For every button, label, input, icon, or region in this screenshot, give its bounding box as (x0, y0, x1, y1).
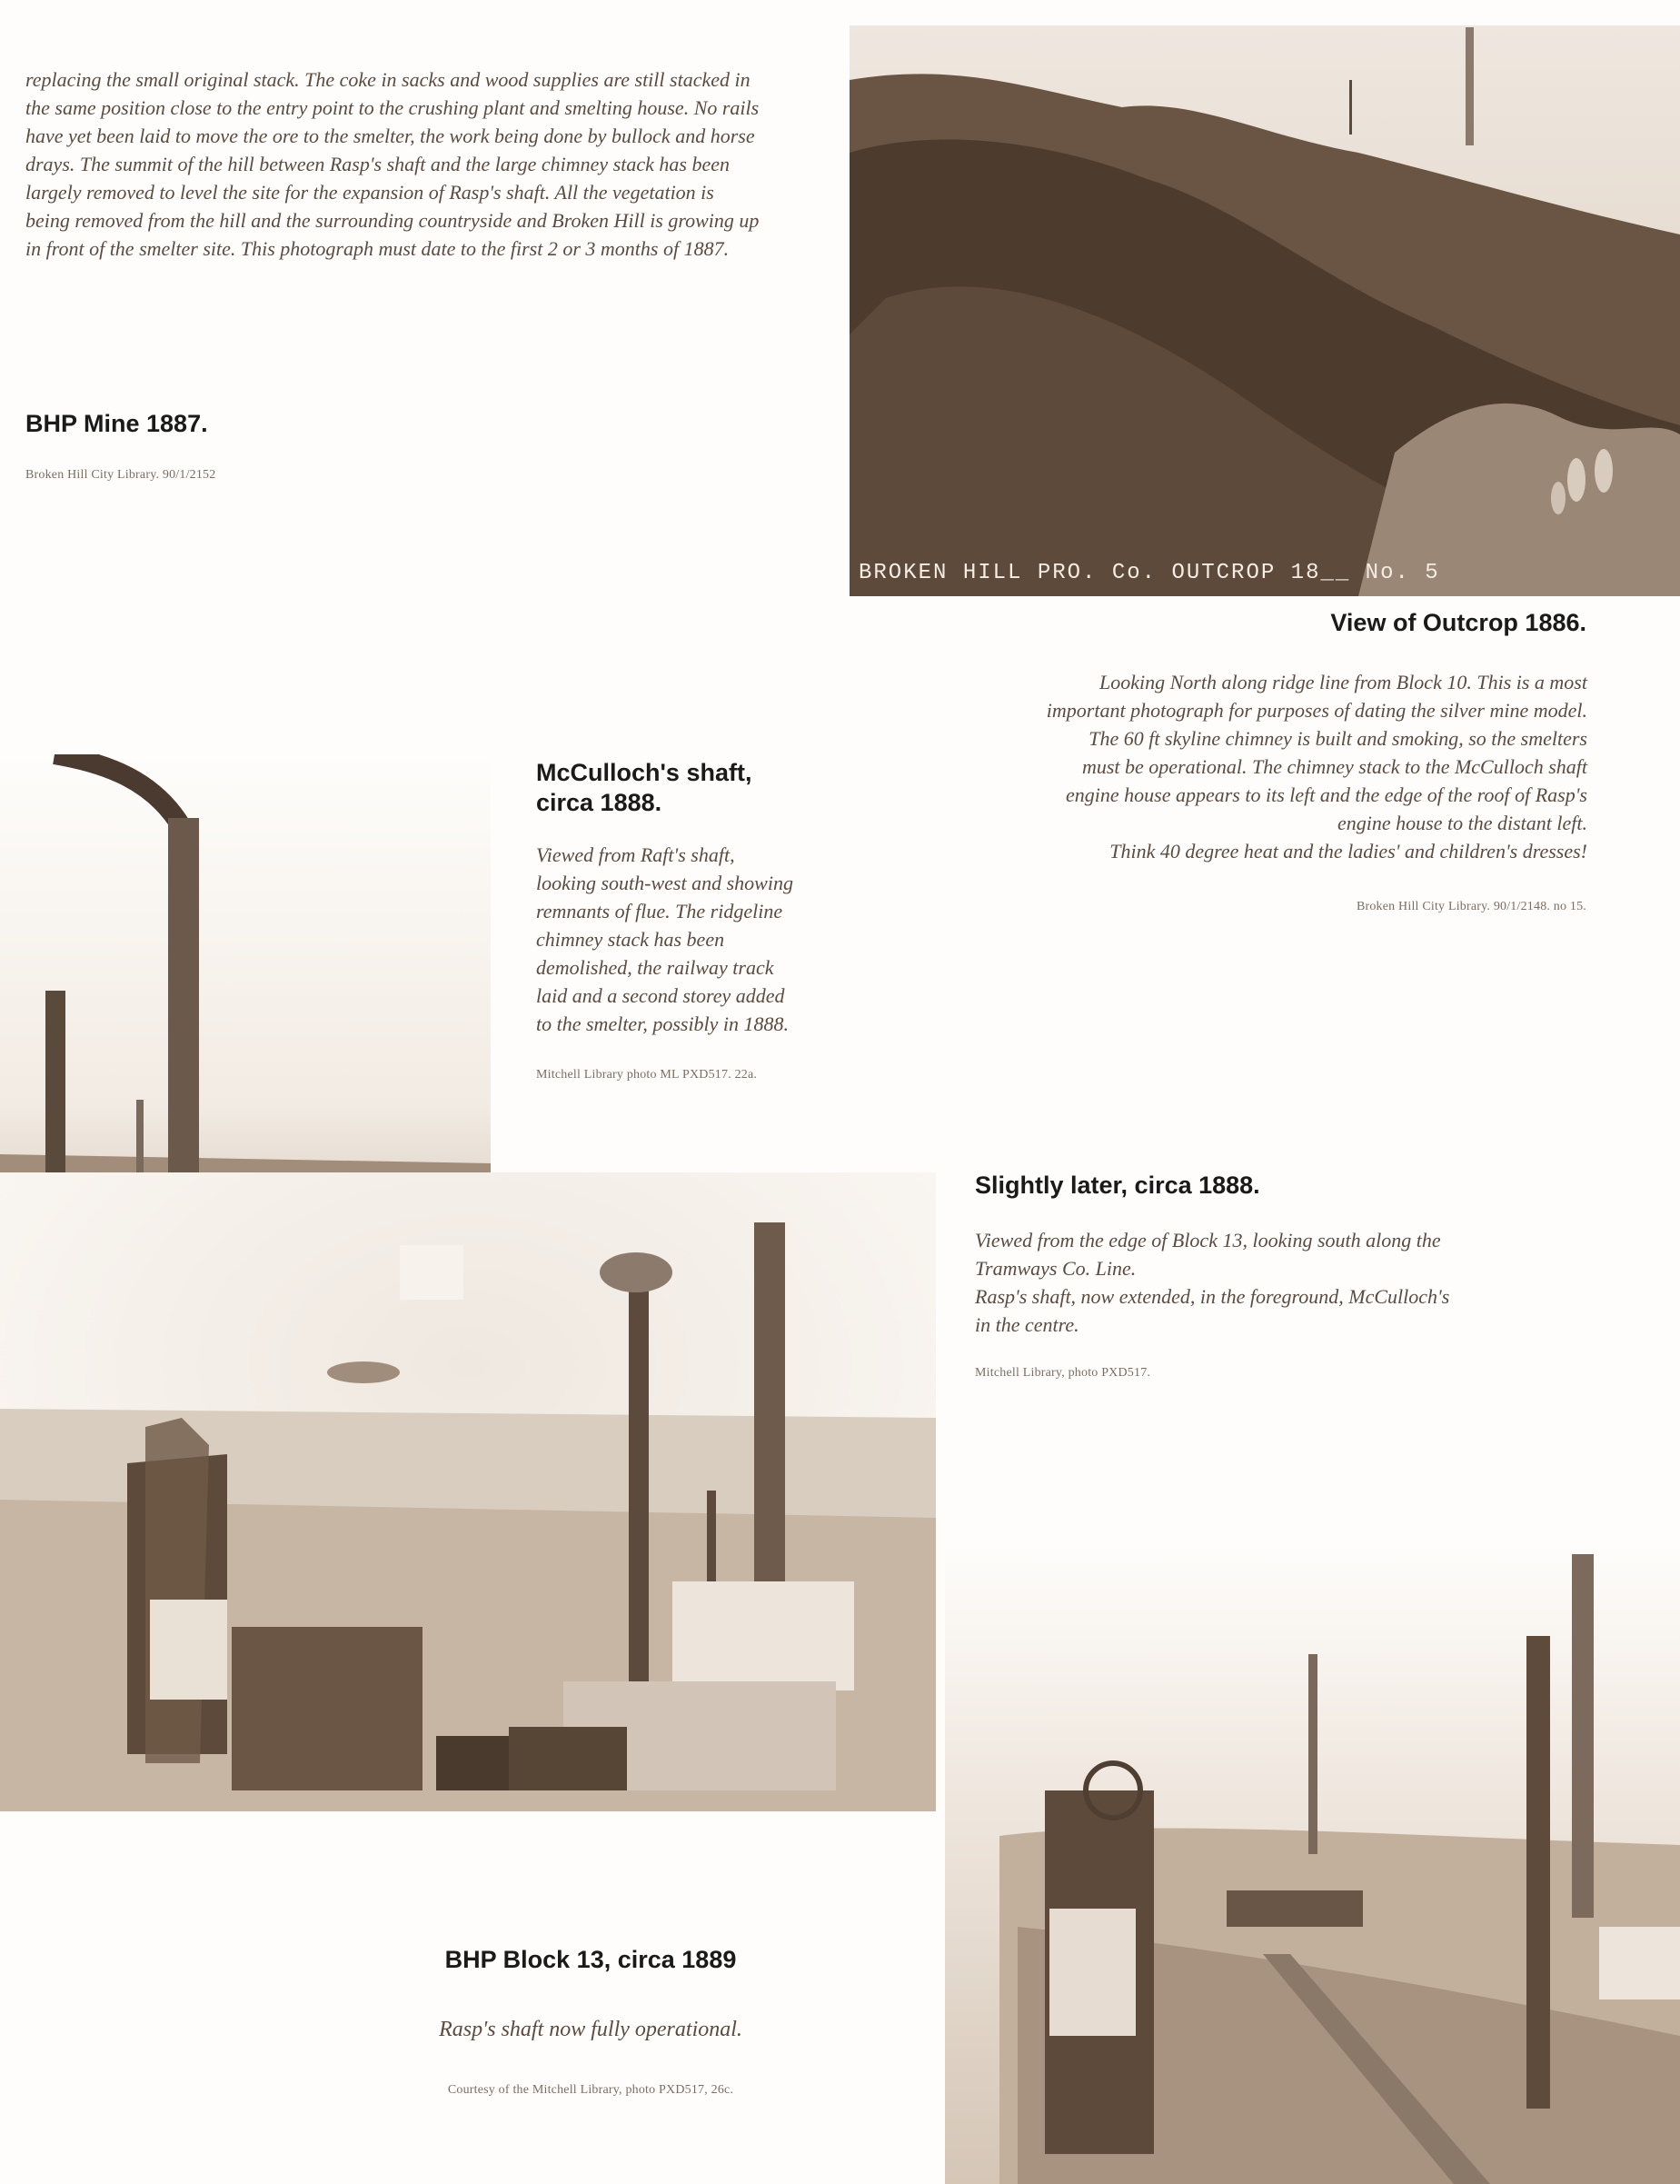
outcrop-line: The 60 ft skyline chimney is built and smoking, so the smelters (1089, 727, 1587, 750)
intro-paragraph: replacing the small original stack. The coke in sacks and wood supplies are still stacked in the same position close to the entry point to the crushing plant and smelting house. No rails have yet been laid to move the ore to the smelter, the work being done by bullock and horse drays. The summit of the hill between Rasp's shaft and the large chimney stack has been largely removed to level the site for the expansion of Rasp's shaft. All the vegetation is being removed from the hill and the surrounding countryside and Broken Hill is growing up in front of the smelter site. This photograph must date to the first 2 or 3 months of 1887. (25, 68, 760, 260)
block13-photo (945, 1545, 1680, 2184)
mcculloch-line: looking south-west and showing (536, 872, 793, 894)
bhp-mine-title: BHP Mine 1887. (25, 410, 208, 437)
mcculloch-title-line2: circa 1888. (536, 789, 662, 816)
slightly-later-description (975, 1226, 1611, 1339)
mcculloch-line: laid and a second storey added (536, 984, 785, 1007)
mcculloch-line: to the smelter, possibly in 1888. (536, 1012, 790, 1035)
block13-credit: Courtesy of the Mitchell Library, photo PXD517, 26c. (447, 2083, 734, 2097)
mcculloch-line: Viewed from Raft's shaft, (536, 843, 735, 866)
mcculloch-line: remnants of flue. The ridgeline (536, 900, 783, 922)
slightly-later-line: Rasp's shaft, now extended, in the foreground, McCulloch's (975, 1285, 1450, 1308)
mcculloch-description (536, 841, 881, 1038)
slightly-later-line: Viewed from the edge of Block 13, looking south along the (975, 1229, 1441, 1252)
outcrop-photo-label: BROKEN HILL PRO. Co. OUTCROP 18__ No. 5 (859, 561, 1440, 585)
center-photo (0, 1172, 936, 1811)
block13-caption: Rasp's shaft now fully operational. (439, 2018, 742, 2041)
outcrop-line: Looking North along ridge line from Block 10. This is a most (1099, 671, 1587, 693)
outcrop-line: Think 40 degree heat and the ladies' and children's dresses! (1109, 840, 1587, 863)
outcrop-line: engine house to the distant left. (1337, 812, 1587, 834)
mcculloch-line: demolished, the railway track (536, 956, 774, 979)
mcculloch-title-line1: McCulloch's shaft, (536, 759, 752, 786)
mcculloch-title (536, 758, 751, 818)
outcrop-line: must be operational. The chimney stack to the McCulloch shaft (1081, 755, 1587, 778)
slightly-later-title: Slightly later, circa 1888. (975, 1172, 1260, 1199)
outcrop-line: important photograph for purposes of dating the silver mine model. (1046, 699, 1587, 722)
slightly-later-line: in the centre. (975, 1313, 1079, 1336)
block13-title: BHP Block 13, circa 1889 (444, 1946, 737, 1973)
outcrop-title: View of Outcrop 1886. (1330, 609, 1586, 636)
mcculloch-credit: Mitchell Library photo ML PXD517. 22a. (536, 1068, 758, 1082)
slightly-later-line: Tramways Co. Line. (975, 1257, 1137, 1280)
bhp-mine-credit: Broken Hill City Library. 90/1/2152 (25, 468, 216, 482)
outcrop-line: engine house appears to its left and the edge of the roof of Rasp's (1066, 783, 1587, 806)
outcrop-credit: Broken Hill City Library. 90/1/2148. no 15. (1356, 900, 1586, 913)
outcrop-photo (850, 25, 1680, 596)
slightly-later-credit: Mitchell Library, photo PXD517. (975, 1366, 1151, 1380)
outcrop-description (927, 668, 1587, 865)
mcculloch-line: chimney stack has been (536, 928, 725, 951)
